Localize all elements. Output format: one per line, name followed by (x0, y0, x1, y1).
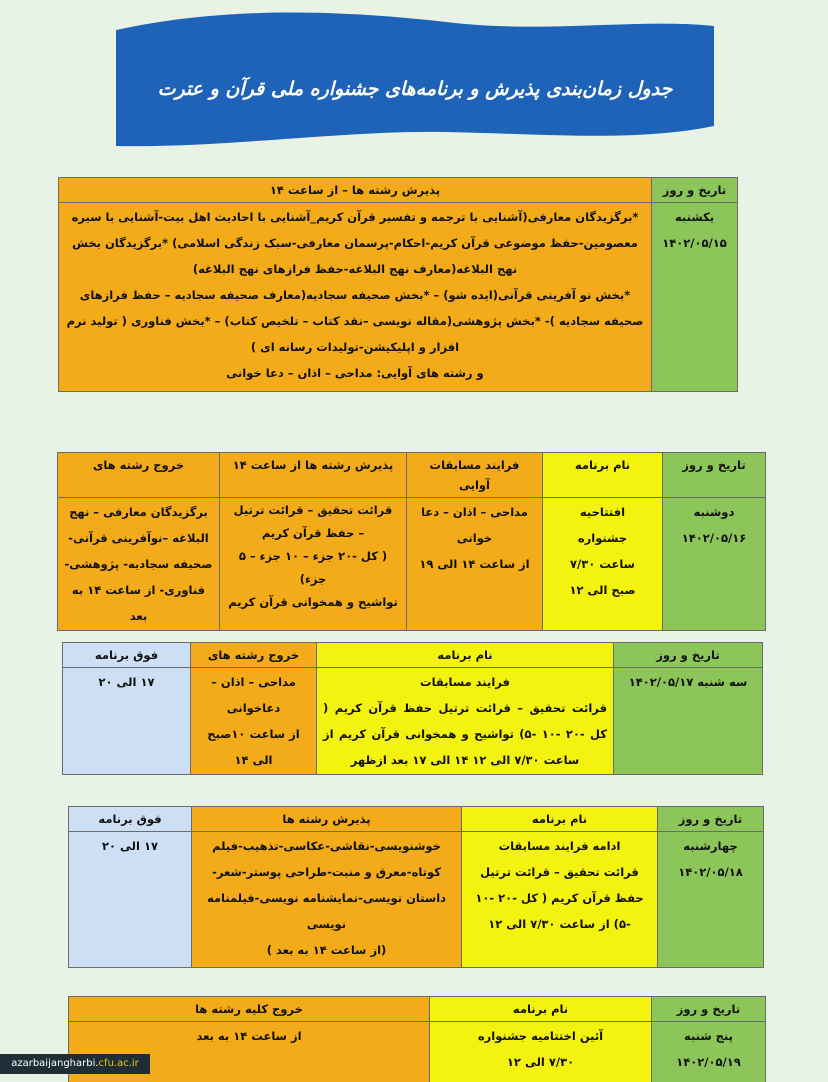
schedule-table-sunday (58, 177, 738, 392)
header-date-day: تاریخ و روز (652, 178, 738, 203)
header-date-day: تاریخ و روز (614, 643, 763, 668)
date-label: ۱۴۰۲/۰۵/۱۶ (681, 531, 747, 545)
header-date-day: تاریخ و روز (652, 997, 766, 1022)
header-program: نام برنامه (430, 997, 652, 1022)
cell-extra-program: ۱۷ الی ۲۰ (69, 832, 192, 968)
cell-exit-all: از ساعت ۱۴ به بعد (69, 1022, 430, 1082)
page-title: جدول زمان‌بندی پذیرش و برنامه‌های جشنواره ملی قرآن و عترت (157, 78, 673, 100)
header-program: نام برنامه (462, 807, 658, 832)
cell-program: آئین اختتامیه جشنواره ۷/۳۰ الی ۱۲ (430, 1022, 652, 1082)
program-title: فرایند مسابقات (420, 675, 510, 689)
day-label: پنج شنبه (684, 1029, 733, 1043)
header-program: نام برنامه (543, 453, 663, 498)
header-extra-program: فوق برنامه (63, 643, 191, 668)
date-label: ۱۴۰۲/۰۵/۱۸ (678, 865, 743, 879)
cell-date (658, 832, 764, 968)
schedule-table-tuesday (62, 642, 763, 775)
cell-date (652, 203, 738, 392)
cell-program: ادامه فرایند مسابقات قرائت تحقیق – قرائت ترتیل حفظ قرآن کریم ( کل -۲۰ -۱۰ -۵) از ساعت ۷/۳۰ الی ۱۲ (462, 832, 658, 968)
day-label: دوشنبه (693, 505, 735, 519)
cell-date (652, 1022, 766, 1082)
header-program: نام برنامه (317, 643, 614, 668)
date-label: ۱۴۰۲/۰۵/۱۵ (662, 236, 727, 250)
header-voice-contest: فرایند مسابقات آوایی (407, 453, 543, 498)
schedule-table-thursday (68, 996, 766, 1082)
site-watermark (0, 1054, 150, 1074)
header-exit-all: خروج کلیه رشته ها (69, 997, 430, 1022)
cell-extra-program: ۱۷ الی ۲۰ (63, 668, 191, 775)
header-exit: خروج رشته های (191, 643, 317, 668)
day-label: یکشنبه (674, 210, 715, 224)
watermark-prefix: azarbaijangharbi. (11, 1058, 99, 1069)
header-admission: پذیرش رشته ها (192, 807, 462, 832)
header-admission: پذیرش رشته ها – از ساعت ۱۴ (59, 178, 652, 203)
cell-program (317, 668, 614, 775)
cell-program: افتتاحیه جشنواره ساعت ۷/۳۰ صبح الی ۱۲ (543, 498, 663, 631)
schedule-table-wednesday (68, 806, 764, 968)
cell-admission: خوشنویسی-نقاشی-عکاسی-تذهیب-فیلم کوتاه-معرق و منبت-طراحی پوستر-شعر-داستان نویسی-نمایشنامه نویسی-فیلمنامه نویسی (از ساعت ۱۴ به بعد ) (192, 832, 462, 968)
header-admission: پذیرش رشته ها از ساعت ۱۴ (220, 453, 407, 498)
cell-date (663, 498, 766, 631)
watermark-suffix: cfu.ac.ir (98, 1058, 139, 1069)
cell-admission-list: *برگزیدگان معارفی(آشنایی با ترجمه و تفسیر قرآن کریم_آشنایی با احادیث اهل بیت-آشنایی با سیره معصومین-حفظ موضوعی قرآن کریم-احکام-پرسمان معارفی-سبک زندگی اسلامی) *برگزیدگان بخش نهج البلاغه(معارف نهج البلاغه-حفظ فرازهای نهج البلاغه) *بخش نو آفرینی قرآنی(ایده شو) – *بخش صحیفه سجادیه(معارف صحیفه سجادیه – حفظ فرازهای صحیفه سجادیه )- *بخش پژوهشی(مقاله نویسی –نقد کتاب – تلخیص کتاب) – *بخش فناوری ( تولید نرم افزار و اپلیکیشن-تولیدات رسانه ای ) و رشته های آوایی: مداحی – اذان – دعا خوانی (59, 203, 652, 392)
cell-date: سه شنبه ۱۴۰۲/۰۵/۱۷ (614, 668, 763, 775)
title-banner (116, 8, 714, 154)
schedule-table-monday (57, 452, 766, 631)
day-label: چهارشنبه (683, 839, 738, 853)
header-extra-program: فوق برنامه (69, 807, 192, 832)
header-date-day: تاریخ و روز (663, 453, 766, 498)
cell-exit: مداحی – اذان – دعاخوانی از ساعت ۱۰صبح الی ۱۴ (191, 668, 317, 775)
cell-exit: برگزیدگان معارفی – نهج البلاغه –نوآفرینی قرآنی- صحیفه سجادیه- پژوهشی-فناوری- از ساعت ۱۴ به بعد (58, 498, 220, 631)
program-details: قرائت تحقیق – قرائت ترتیل حفظ قرآن کریم ( کل -۲۰ -۱۰ -۵) تواشیح و همخوانی قرآن کریم از ساعت ۷/۳۰ الی ۱۲ ۱۴ الی ۱۷ بعد ازظهر (323, 701, 607, 767)
header-exit: خروج رشته های (58, 453, 220, 498)
header-date-day: تاریخ و روز (658, 807, 764, 832)
cell-admission: قرائت تحقیق – قرائت ترتیل – حفظ قرآن کریم ( کل -۲۰ جزء – ۱۰ جزء – ۵ جزء) تواشیح و همخوانی قرآن کریم (220, 498, 407, 631)
date-label: ۱۴۰۲/۰۵/۱۹ (676, 1055, 741, 1069)
cell-voice-contest: مداحی – اذان – دعا خوانی از ساعت ۱۴ الی ۱۹ (407, 498, 543, 631)
